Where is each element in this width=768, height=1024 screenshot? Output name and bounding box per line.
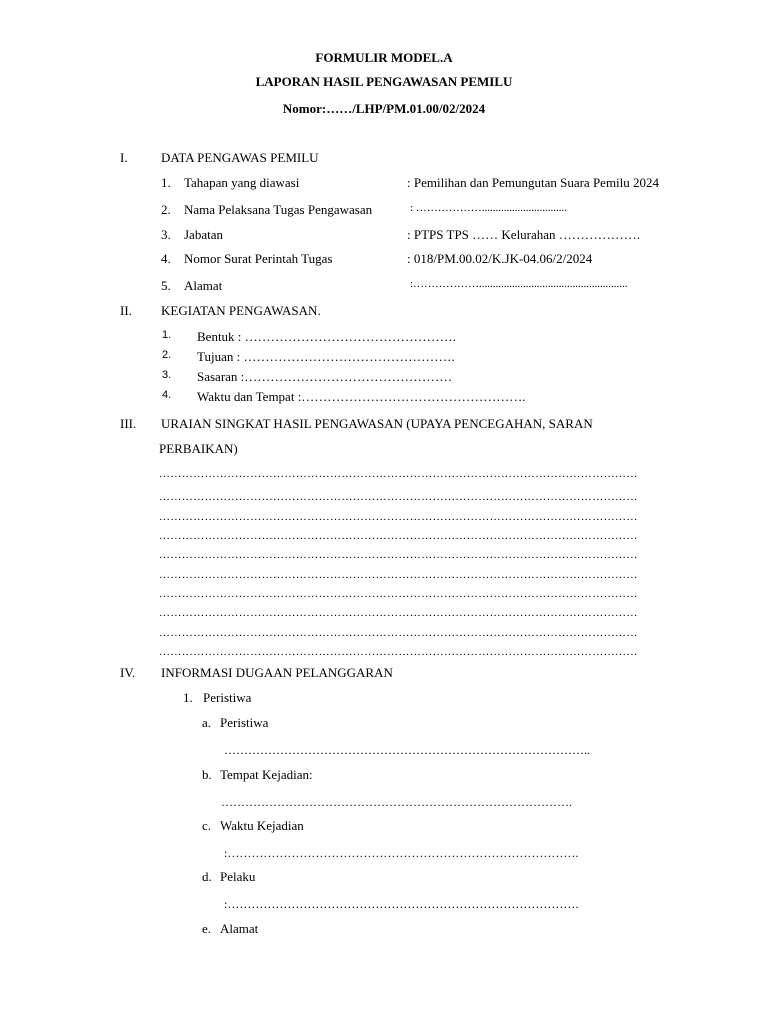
s2-item-text: Bentuk : …………………………………………. (197, 329, 456, 344)
dotted-line: ……………………………………………………………………………………………………………… (159, 627, 638, 639)
s1-item-num: 1. (161, 175, 171, 190)
s4-item-letter: c. (202, 818, 212, 833)
section-4-heading: INFORMASI DUGAAN PELANGGARAN (161, 665, 393, 680)
dotted-line: ……………………………………………………………………………………………………………… (159, 569, 638, 581)
s4-item-label: Waktu Kejadian (220, 818, 304, 833)
s4-item-label: Tempat Kejadian: (220, 767, 313, 782)
s4-sub-num: 1. (183, 690, 193, 705)
s1-item-num: 4. (161, 251, 171, 266)
s4-item-fill: ……………………………………………………………………………. (221, 795, 572, 809)
s4-item-fill: ……………………………………………………………………………….. (224, 743, 590, 757)
report-title: LAPORAN HASIL PENGAWASAN PEMILU (255, 74, 513, 89)
s2-item-text: Waktu dan Tempat :……………………………………………. (197, 389, 526, 404)
s4-sub-label: Peristiwa (203, 690, 252, 705)
document-number: Nomor:……/LHP/PM.01.00/02/2024 (282, 101, 486, 116)
s1-item-num: 2. (161, 202, 171, 217)
dotted-line: ……………………………………………………………………………………………………………… (159, 588, 638, 600)
s1-item-label: Tahapan yang diawasi (184, 175, 300, 190)
section-1-heading: DATA PENGAWAS PEMILU (161, 150, 319, 165)
s4-item-fill: :……………………………………………………………………………. (224, 846, 579, 860)
section-3-numeral: III. (120, 416, 137, 431)
dotted-line: ……………………………………………………………………………………………………………… (159, 468, 638, 480)
s4-item-letter: e. (202, 921, 212, 936)
dotted-line: ……………………………………………………………………………………………………………… (159, 530, 638, 542)
s4-item-letter: d. (202, 869, 212, 884)
s2-item-num: 2. (162, 349, 172, 361)
s2-item-num: 1. (162, 329, 172, 341)
section-2-heading: KEGIATAN PENGAWASAN. (161, 303, 321, 318)
s1-item-label: Alamat (184, 278, 223, 293)
s2-item-text: Sasaran :………………………………………… (197, 369, 453, 384)
s4-item-letter: b. (202, 767, 212, 782)
dotted-line: ……………………………………………………………………………………………………………… (159, 646, 638, 658)
section-1-numeral: I. (120, 150, 128, 165)
s2-item-text: Tujuan : …………………………………………. (197, 349, 455, 364)
dotted-line: ……………………………………………………………………………………………………………… (159, 549, 638, 561)
s1-item-value: : ………………............................... (410, 202, 568, 214)
section-2-numeral: II. (120, 303, 132, 318)
s2-item-num: 3. (162, 369, 172, 381)
form-title: FORMULIR MODEL.A (315, 50, 453, 65)
s1-item-value: : Pemilihan dan Pemungutan Suara Pemilu 2024 (407, 175, 660, 190)
s1-item-label: Nomor Surat Perintah Tugas (184, 251, 333, 266)
dotted-line: ……………………………………………………………………………………………………………… (159, 491, 638, 503)
s1-item-num: 5. (161, 278, 171, 293)
s4-item-label: Alamat (220, 921, 259, 936)
s2-item-num: 4. (162, 389, 172, 401)
section-4-numeral: IV. (120, 665, 136, 680)
section-3-heading-continued: PERBAIKAN) (159, 441, 238, 456)
dotted-line: ……………………………………………………………………………………………………………… (159, 607, 638, 619)
s1-item-value: : PTPS TPS …… Kelurahan ………………. (407, 227, 641, 242)
s1-item-num: 3. (161, 227, 171, 242)
s1-item-label: Jabatan (184, 227, 223, 242)
s4-item-label: Peristiwa (220, 715, 269, 730)
s1-item-value: :………………...................................................... (410, 278, 628, 290)
section-3-heading: URAIAN SINGKAT HASIL PENGAWASAN (UPAYA PENCEGAHAN, SARAN (161, 416, 593, 431)
s4-item-label: Pelaku (220, 869, 256, 884)
dotted-line: ……………………………………………………………………………………………………………… (159, 511, 638, 523)
s1-item-value: : 018/PM.00.02/K.JK-04.06/2/2024 (407, 251, 593, 266)
s4-item-letter: a. (202, 715, 212, 730)
s4-item-fill: :……………………………………………………………………………. (224, 897, 579, 911)
s1-item-label: Nama Pelaksana Tugas Pengawasan (184, 202, 373, 217)
